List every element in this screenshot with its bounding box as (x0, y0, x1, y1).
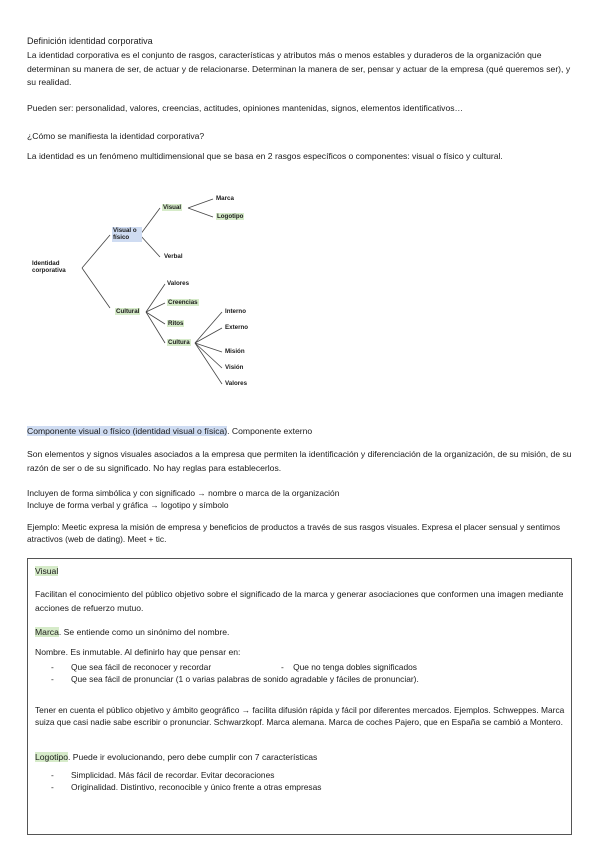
connector-vf-visual (140, 208, 160, 235)
logotipo-list (51, 769, 561, 793)
connector-root-visual (82, 235, 110, 268)
node-creencias: Creencias (168, 299, 198, 306)
visual-paragraph: Facilitan el conocimiento del público objetivo sobre el significado de la marca y generar asociaciones que conformen una imagen mediante acciones de refuerzo mutuo. (35, 589, 564, 613)
connector-root-cultural (82, 268, 110, 308)
marca-text: . Se entiende como un sinónimo del nombre. (58, 627, 230, 637)
node-visual-fisico: Visual o físico (112, 227, 142, 242)
component-heading (27, 425, 575, 439)
node-valores: Valores (167, 280, 190, 287)
marca-label: Marca (35, 627, 59, 637)
component-heading-highlight: Componente visual o físico (identidad visual o física) (27, 426, 228, 436)
node-verbal: Verbal (164, 253, 183, 260)
tener-paragraph: Tener en cuenta el público objetivo y ámbito geográfico → facilita difusión rápida y fácil por diferentes mercados. Ejemplos. Schweppes. Marca suiza que casi nadie sabe escribir o pronunciar. Schwarzkopf. Marca alemana. Marca de coches Pajero, que en España se cambió a Montero. (35, 705, 565, 727)
connector-visual-logotipo (188, 208, 213, 217)
logotipo-paragraph (35, 751, 565, 765)
connector-cultura-vision (195, 343, 222, 368)
includes-line-1: Incluyen de forma simbólica y con significado → nombre o marca de la organización (27, 488, 340, 498)
connector-cultura-valores (195, 343, 222, 384)
node-marca: Marca (216, 195, 234, 202)
nombre-list-item: - Que sea fácil de pronunciar (1 o varias palabras de sonido agradable y fáciles de pronunciar). (51, 673, 561, 685)
logotipo-list-item: - Originalidad. Distintivo, reconocible y único frente a otras empresas (51, 781, 561, 793)
node-externo: Externo (225, 324, 249, 331)
node-mision: Misión (225, 348, 245, 355)
logotipo-list-item: - Simplicidad. Más fácil de recordar. Evitar decoraciones (51, 769, 561, 781)
nombre-list-extra: - Que no tenga dobles significados (281, 662, 417, 672)
node-cultura: Cultura (168, 339, 190, 346)
example-paragraph: Ejemplo: Meetic expresa la misión de empresa y beneficios de productos a través de sus rasgos visuales. Expresa el placer sensual y sentimos atractivos (web de dating). Meet + tic. (27, 522, 561, 544)
connector-cultural-cultura (146, 312, 165, 343)
section-title: Definición identidad corporativa (27, 36, 153, 46)
traits-paragraph: Pueden ser: personalidad, valores, creencias, actitudes, opiniones mantenidas, signos, elementos identificativos… (27, 103, 464, 113)
node-logotipo: Logotipo (217, 213, 244, 220)
multidimensional-paragraph: La identidad es un fenómeno multidimensional que se basa en 2 rasgos específicos o componentes: visual o físico y cultural. (27, 151, 503, 161)
node-cultural: Cultural (116, 308, 140, 315)
component-heading-rest: . Componente externo (227, 426, 313, 436)
node-vision: Visión (225, 364, 244, 371)
nombre-paragraph: Nombre. Es inmutable. Al definirlo hay que pensar en: (35, 647, 241, 657)
includes-line-2: Incluye de forma verbal y gráfica → logotipo y símbolo (27, 500, 229, 510)
logotipo-text: . Puede ir evolucionando, pero debe cumplir con 7 características (67, 752, 318, 762)
node-ritos: Ritos (168, 320, 184, 327)
nombre-list (51, 661, 561, 685)
connector-cultura-interno (195, 312, 222, 343)
question-heading: ¿Cómo se manifiesta la identidad corporativa? (27, 131, 205, 141)
connector-cultura-externo (195, 328, 222, 343)
connector-vf-verbal (140, 235, 160, 257)
node-visual: Visual (163, 204, 182, 211)
node-interno: Interno (225, 308, 246, 315)
nombre-list-item: - Que sea fácil de reconocer y recordar - Que no tenga dobles significados (51, 661, 561, 673)
visual-details-box (27, 558, 572, 835)
definition-paragraph: La identidad corporativa es el conjunto de rasgos, características y atributos más o menos estables y duraderos de la organización que determinan su manera de ser, de actuar y de relacionarse. Determinan la manera de ser, pensar y actuar de la empresa (qué queremos ser), y su realidad. (27, 50, 571, 88)
connector-cultura-mision (195, 343, 222, 352)
connector-cultural-ritos (146, 312, 165, 324)
logotipo-label: Logotipo (35, 752, 68, 762)
identity-diagram (30, 190, 280, 395)
visual-label: Visual (35, 566, 59, 576)
connector-visual-marca (188, 199, 213, 208)
marca-paragraph (35, 626, 565, 640)
node-root: Identidad corporativa (32, 260, 66, 275)
box-visual-heading (35, 565, 565, 579)
node-valores-2: Valores (225, 380, 248, 387)
elements-paragraph: Son elementos y signos visuales asociados a la empresa que permiten la identificación y diferenciación de la organización, de su misión, de su razón de ser o de su significado. No hay reglas para establecerlos. (27, 449, 572, 473)
